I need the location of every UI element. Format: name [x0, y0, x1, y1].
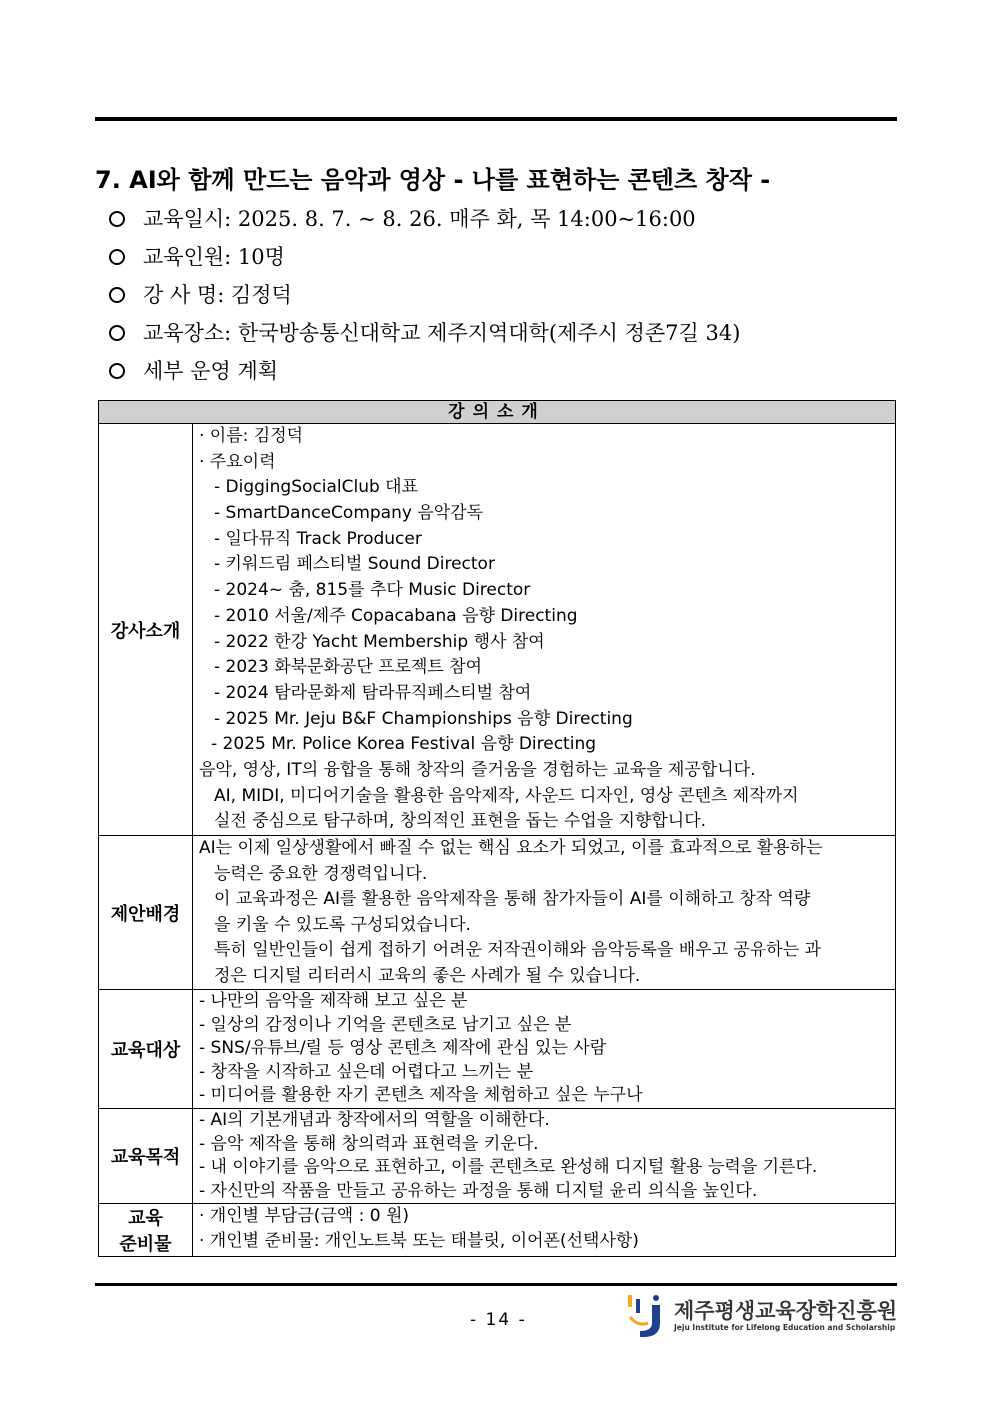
info-value: 한국방송통신대학교 제주지역대학(제주시 정존7길 34)	[237, 321, 741, 345]
paragraph-line: 정은 디지털 리터러시 교육의 좋은 사례가 될 수 있습니다.	[214, 965, 641, 986]
list-item: - 2025 Mr. Police Korea Festival 음향 Directing	[211, 734, 597, 755]
paragraph-line: 을 키울 수 있도록 구성되었습니다.	[214, 914, 471, 935]
row-label-prep	[99, 1204, 193, 1257]
row-label-background: 제안배경	[99, 836, 193, 990]
list-item: - DiggingSocialClub 대표	[214, 477, 419, 498]
intro-line: AI, MIDI, 미디어기술을 활용한 음악제작, 사운드 디자인, 영상 콘텐츠 제작까지	[214, 785, 799, 806]
org-name: 제주평생교육장학진흥원	[674, 1299, 898, 1323]
org-name-en: Jeju Institute for Lifelong Education and Scholarship	[674, 1323, 896, 1332]
list-item: - 키워드림 페스티벌 Sound Director	[214, 554, 495, 575]
lecture-table	[98, 400, 896, 1257]
info-label: 교육인원:	[143, 245, 232, 269]
list-item: · 주요이력	[199, 451, 276, 472]
paragraph-line: AI는 이제 일상생활에서 빠질 수 없는 핵심 요소가 되었고, 이를 효과적으로 활용하는	[199, 838, 823, 858]
list-item: · 개인별 준비물: 개인노트북 또는 태블릿, 이어폰(선택사항)	[199, 1231, 639, 1252]
info-value: 2025. 8. 7. ~ 8. 26. 매주 화, 목 14:00~16:00	[237, 207, 696, 231]
info-value: 10명	[237, 245, 285, 269]
list-item: - 2024~ 춤, 815를 추다 Music Director	[214, 580, 531, 601]
table-row-background	[99, 836, 896, 990]
list-item: - 2010 서울/제주 Copacabana 음향 Directing	[214, 605, 578, 626]
list-item: - SNS/유튜브/릴 등 영상 콘텐츠 제작에 관심 있는 사람	[199, 1038, 607, 1059]
info-label: 세부 운영 계획	[143, 359, 279, 383]
row-label-goal: 교육목적	[99, 1108, 193, 1203]
paragraph-line: 이 교육과정은 AI를 활용한 음악제작을 통해 참가자들이 AI를 이해하고 창작 역량	[214, 889, 811, 909]
table-row-prep	[99, 1204, 896, 1257]
table-header: 강의소개	[99, 401, 896, 424]
list-item: - 미디어를 활용한 자기 콘텐츠 제작을 체험하고 싶은 누구나	[199, 1085, 643, 1106]
info-item-date	[107, 200, 740, 238]
list-item: - 내 이야기를 음악으로 표현하고, 이를 콘텐츠로 완성해 디지털 활용 능력을 기른다.	[199, 1157, 818, 1178]
org-logo-mark-icon	[626, 1293, 666, 1339]
list-item: - 일다뮤직 Track Producer	[214, 528, 422, 549]
circle-bullet-icon	[109, 249, 125, 265]
circle-bullet-icon	[109, 325, 125, 341]
info-label: 교육장소:	[143, 321, 232, 345]
list-item: - 2025 Mr. Jeju B&F Championships 음향 Directing	[214, 708, 633, 729]
target-content	[193, 990, 896, 1109]
row-label-prep-line1: 교육	[128, 1208, 163, 1230]
circle-bullet-icon	[109, 363, 125, 379]
section-title: 7. AI와 함께 만드는 음악과 영상 - 나를 표현하는 콘텐츠 창작 -	[95, 166, 771, 194]
info-item-instructor	[107, 276, 740, 314]
prep-content	[193, 1204, 896, 1257]
instructor-content	[193, 424, 896, 836]
list-item: - 자신만의 작품을 만들고 공유하는 과정을 통해 디지털 윤리 의식을 높인다.	[199, 1180, 758, 1201]
info-value: 김정덕	[230, 283, 292, 307]
goal-content	[193, 1108, 896, 1203]
top-rule	[95, 117, 897, 121]
list-item: - 나만의 음악을 제작해 보고 싶은 분	[199, 991, 468, 1011]
list-item: - 일상의 감정이나 기억을 콘텐츠로 남기고 싶은 분	[199, 1014, 572, 1035]
row-label-target: 교육대상	[99, 990, 193, 1109]
info-label: 교육일시:	[143, 207, 232, 231]
table-row-instructor	[99, 424, 896, 836]
info-label: 강 사 명:	[143, 283, 225, 307]
list-item: - SmartDanceCompany 음악감독	[214, 503, 484, 524]
circle-bullet-icon	[109, 287, 125, 303]
table-row-target	[99, 990, 896, 1109]
org-logo	[626, 1293, 896, 1341]
paragraph-line: 능력은 중요한 경쟁력입니다.	[214, 863, 428, 884]
background-content	[193, 836, 896, 990]
table-row-goal	[99, 1108, 896, 1203]
circle-bullet-icon	[109, 211, 125, 227]
list-item: · 이름: 김정덕	[199, 426, 304, 446]
list-item: - 2022 한강 Yacht Membership 행사 참여	[214, 631, 545, 652]
bottom-rule	[95, 1283, 897, 1286]
info-list	[107, 200, 740, 390]
list-item: - 음악 제작을 통해 창의력과 표현력을 키운다.	[199, 1133, 539, 1154]
info-item-location	[107, 314, 740, 352]
list-item: - AI의 기본개념과 창작에서의 역할을 이해한다.	[199, 1109, 550, 1130]
list-item: - 2023 화북문화공단 프로젝트 참여	[214, 657, 483, 678]
row-label-prep-line2: 준비물	[119, 1234, 172, 1256]
info-item-capacity	[107, 238, 740, 276]
info-item-plan	[107, 352, 740, 390]
paragraph-line: 특히 일반인들이 쉽게 접하기 어려운 저작권이해와 음악등록을 배우고 공유하는 과	[214, 940, 821, 960]
list-item: - 2024 탐라문화제 탐라뮤직페스티벌 참여	[214, 682, 532, 703]
intro-line: 음악, 영상, IT의 융합을 통해 창작의 즐거움을 경험하는 교육을 제공합니다.	[199, 759, 756, 780]
list-item: - 창작을 시작하고 싶은데 어렵다고 느끼는 분	[199, 1061, 534, 1082]
row-label-instructor: 강사소개	[99, 424, 193, 836]
intro-line: 실전 중심으로 탐구하며, 창의적인 표현을 돕는 수업을 지향합니다.	[214, 811, 707, 832]
list-item: · 개인별 부담금(금액 : 0 원)	[199, 1206, 410, 1227]
page-number: - 14 -	[470, 1310, 527, 1330]
